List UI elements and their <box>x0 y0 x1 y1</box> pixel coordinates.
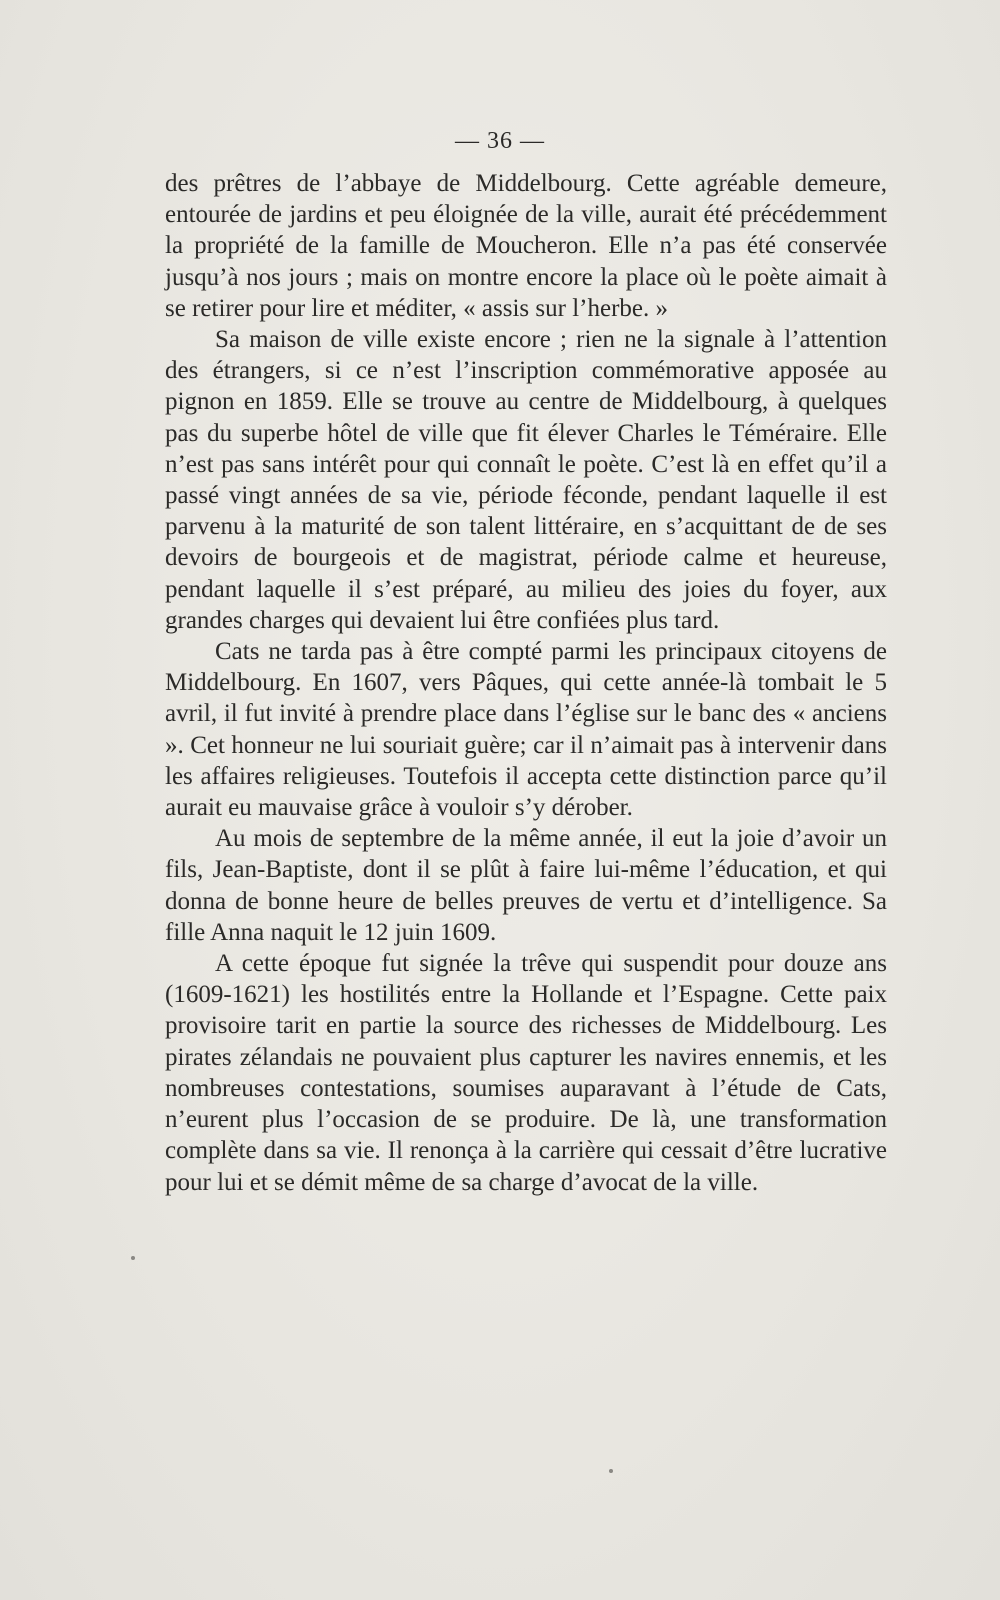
page-number: — 36 — <box>455 128 545 154</box>
ink-speck <box>131 1256 135 1260</box>
ink-speck <box>609 1469 613 1473</box>
paragraph-4: Au mois de septembre de la même année, il eut la joie d’avoir un fils, Jean-Baptiste, dont il se plût à faire lui-même l’éducation, et qui donna de bonne heure de belles preuves de vertu et d’intelligence. Sa fille Anna naquit le 12 juin 1609. <box>165 825 887 946</box>
paragraph-2: Sa maison de ville existe encore ; rien ne la signale à l’attention des étrangers, si ce n’est l’inscription commémorative apposée au pignon en 1859. Elle se trouve au centre de Middelbourg, à quelques pas du superbe hôtel de ville que fit élever Charles le Téméraire. Elle n’est pas sans intérêt pour qui connaît le poète. C’est là en effet qu’il a passé vingt années de sa vie, période féconde, pendant laquelle il est parvenu à la maturité de son talent littéraire, en s’acquittant de de ses devoirs de bourgeois et de magistrat, période calme et heureuse, pendant laquelle il s’est préparé, au milieu des joies du foyer, aux grandes charges qui devaient lui être confiées plus tard. <box>165 326 887 634</box>
paragraph-1: des prêtres de l’abbaye de Middelbourg. Cette agréable demeure, entourée de jardins et peu éloignée de la ville, aurait été précédemment la propriété de la famille de Moucheron. Elle n’a pas été conservée jusqu’à nos jours ; mais on montre encore la place où le poète aimait à se retirer pour lire et méditer, « assis sur l’herbe. » <box>165 170 887 322</box>
paragraph-3: Cats ne tarda pas à être compté parmi les principaux citoyens de Middelbourg. En 1607, vers Pâques, qui cette année-là tombait le 5 avril, il fut invité à prendre place dans l’église sur le banc des « anciens ». Cet honneur ne lui souriait guère; car il n’aimait pas à intervenir dans les affaires religieuses. Toutefois il accepta cette distinction parce qu’il aurait eu mauvaise grâce à vouloir s’y dérober. <box>165 638 887 822</box>
body-text <box>165 168 887 1198</box>
paragraph-5: A cette époque fut signée la trêve qui suspendit pour douze ans (1609-1621) les hostilités entre la Hollande et l’Espagne. Cette paix provisoire tarit en partie la source des richesses de Middelbourg. Les pirates zélandais ne pouvaient plus capturer les navires ennemis, et les nombreuses contestations, soumises auparavant à l’étude de Cats, n’eurent plus l’occasion de se produire. De là, une transformation complète dans sa vie. Il renonça à la carrière qui cessait d’être lucrative pour lui et se démit même de sa charge d’avocat de la ville. <box>165 950 887 1196</box>
